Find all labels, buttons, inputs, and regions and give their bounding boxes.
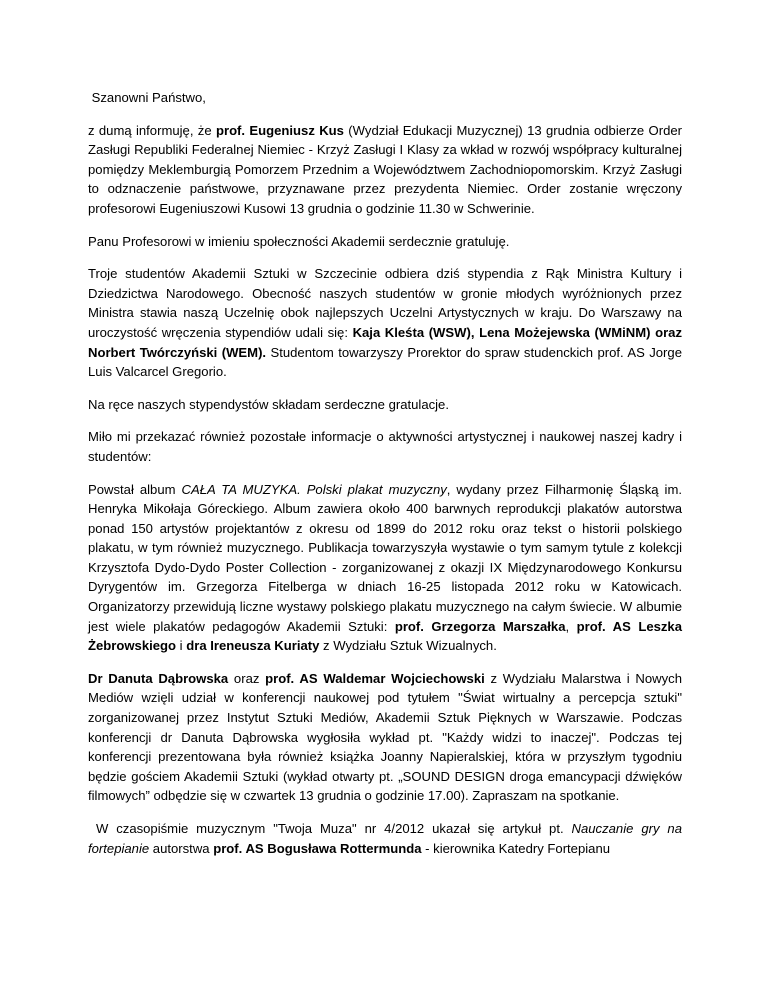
- text: i: [176, 638, 187, 654]
- paragraph-magazine: [88, 819, 686, 858]
- paragraph-album: [88, 480, 682, 656]
- bold-name: dra Ireneusza Kuriaty: [186, 638, 320, 654]
- bold-name: Dr Danuta Dąbrowska: [88, 670, 229, 686]
- text: W czasopiśmie muzycznym "Twoja Muza" nr 4/2012 ukazał się artykuł pt.: [88, 821, 572, 836]
- bold-name: prof. AS Waldemar Wojciechowski: [265, 670, 485, 686]
- text: Studentom towarzyszy Prorektor do spraw studenckich prof. AS Jorge Luis Valcarcel Gregorio.: [88, 344, 682, 380]
- text: z Wydziału Sztuk Wizualnych.: [319, 638, 497, 654]
- greeting: Szanowni Państwo,: [88, 90, 206, 105]
- italic-title: CAŁA TA MUZYKA. Polski plakat muzyczny: [181, 481, 447, 497]
- text: oraz: [228, 670, 266, 686]
- paragraph-scholarship-congrats: Na ręce naszych stypendystów składam serdeczne gratulacje.: [88, 396, 449, 412]
- bold-name: prof. Grzegorza Marszałka: [394, 618, 566, 634]
- bold-name: prof. AS Bogusława Rottermunda: [213, 840, 422, 856]
- text: - kierownika Katedry Fortepianu: [421, 840, 611, 856]
- paragraph-congratulations: Panu Profesorowi w imieniu społeczności Akademii serdecznie gratuluję.: [88, 233, 510, 249]
- text: ,: [565, 618, 577, 634]
- bold-name: prof. AS Leszka Żebrowskiego: [88, 618, 682, 654]
- paragraph-intro-activities: Miło mi przekazać również pozostałe informacje o aktywności artystycznej i naukowej naszej kadry i studentów:: [88, 429, 682, 464]
- paragraph-kus-award: [88, 121, 682, 219]
- italic-title: Nauczanie gry na fortepianie: [88, 821, 686, 856]
- paragraph-conference: [88, 669, 682, 806]
- document-page: [88, 88, 686, 871]
- text: autorstwa: [149, 840, 214, 856]
- paragraph-scholarships: [88, 264, 682, 382]
- text: (Wydział Edukacji Muzycznej) 13 grudnia odbierze Order Zasługi Republiki Federalnej Niemiec - Krzyż Zasługi I Klasy za wkład w rozwój współpracy kulturalnej pomiędzy Meklemburgią Pomorzem Przednim a Województwem Zachodniopomorskim. Krzyż Zasługi to odznaczenie państwowe, przyznawane przez prezydenta Niemiec. Order zostanie wręczony profesorowi Eugeniuszowi Kusowi 13 grudnia o godzinie 11.30 w Schwerinie.: [88, 122, 683, 216]
- text: z Wydziału Malarstwa i Nowych Mediów wzięli udział w konferencji naukowej pod tytułem "Świat wirtualny a percepcja sztuki" zorganizowanej przez Instytut Sztuki Mediów, Akademii Sztuk Pięknych w Warszawie. Podczas konferencji dr Danuta Dąbrowska wygłosiła wykład pt. "Każdy widzi to inaczej". Podczas tej konferencji prezentowana była również książka Joanny Napieralskiej, która w przyszłym tygodniu będzie gościem Akademii Sztuki (wykład otwarty pt. „SOUND DESIGN droga emancypacji dźwięków filmowych” odbędzie się w czwartek 13 grudnia o godzinie 17.00). Zapraszam na spotkanie.: [88, 670, 682, 804]
- bold-name: prof. Eugeniusz Kus: [215, 122, 344, 138]
- text: Powstał album: [88, 481, 182, 497]
- text: z dumą informuję, że: [88, 122, 216, 138]
- text: Troje studentów Akademii Sztuki w Szczecinie odbiera dziś stypendia z Rąk Ministra Kultury i Dziedzictwa Narodowego. Obecność naszych studentów w gronie młodych wyróżnionych przez Ministra stawia naszą Uczelnię obok najlepszych Uczelni Artystycznych w kraju. Do Warszawy na uroczystość wręczenia stypendiów udali się:: [88, 266, 682, 340]
- text: , wydany przez Filharmonię Śląską im. Henryka Mikołaja Góreckiego. Album zawiera około 400 barwnych reprodukcji plakatów autorstwa ponad 150 artystów projektantów z okresu od 1899 do 2012 roku oraz tekst o historii polskiego plakatu, w tym również muzycznego. Publikacja towarzyszyła wystawie o tym samym tytule z kolekcji Krzysztofa Dydo-Dydo Poster Collection - zorganizowanej z okazji IX Międzynarodowego Konkursu Dyrygentów im. Grzegorza Fitelberga w dniach 16-25 listopada 2012 roku w Katowicach. Organizatorzy przewidują liczne wystawy polskiego plakatu muzycznego na całym świecie. W albumie jest wiele plakatów pedagogów Akademii Sztuki:: [88, 481, 682, 634]
- bold-names: Kaja Kleśta (WSW), Lena Możejewska (WMiNM) oraz Norbert Twórczyński (WEM).: [88, 324, 682, 360]
